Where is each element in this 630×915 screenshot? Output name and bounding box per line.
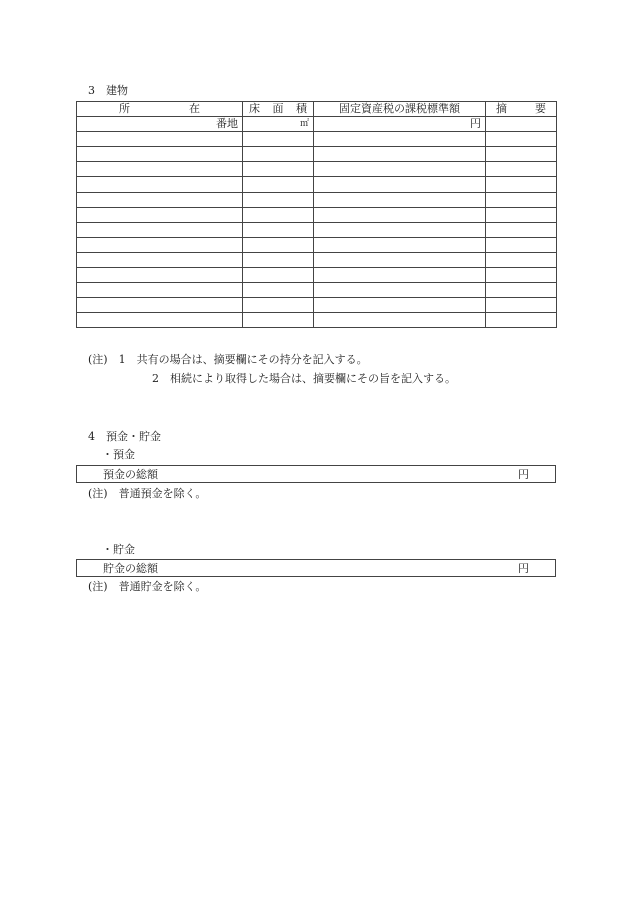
deposit-note: (注) 普通預金を除く。 [88, 487, 207, 500]
floor-area-cell[interactable] [243, 283, 314, 298]
table-header-row [77, 102, 557, 117]
table-row [77, 268, 557, 283]
postal-savings-note: (注) 普通貯金を除く。 [88, 580, 207, 593]
location-cell[interactable] [77, 268, 243, 283]
header-remarks-char-1: 摘 [496, 102, 507, 116]
table-row [77, 207, 557, 222]
header-remarks [486, 102, 557, 117]
building-section-heading: 3 建物 [88, 84, 128, 97]
location-cell[interactable] [77, 192, 243, 207]
building-table [76, 101, 557, 328]
deposit-total-box[interactable] [76, 465, 556, 483]
remarks-cell[interactable] [486, 252, 557, 267]
remarks-cell[interactable] [486, 283, 557, 298]
floor-area-cell[interactable] [243, 162, 314, 177]
table-row [77, 162, 557, 177]
location-cell[interactable] [77, 283, 243, 298]
header-floor-area-char-1: 床 [249, 102, 260, 116]
floor-area-cell[interactable] [243, 252, 314, 267]
location-cell[interactable] [77, 177, 243, 192]
table-row [77, 117, 557, 132]
tax-standard-cell[interactable] [314, 222, 486, 237]
header-location [77, 102, 243, 117]
floor-area-cell[interactable]: ㎡ [243, 117, 314, 132]
location-cell[interactable] [77, 207, 243, 222]
floor-area-cell[interactable] [243, 177, 314, 192]
floor-area-cell[interactable] [243, 313, 314, 328]
table-row [77, 147, 557, 162]
tax-standard-cell[interactable] [314, 162, 486, 177]
header-remarks-char-2: 要 [535, 102, 546, 116]
remarks-cell[interactable] [486, 147, 557, 162]
postal-savings-subheading: ・貯金 [102, 543, 135, 556]
location-cell[interactable] [77, 222, 243, 237]
table-row [77, 237, 557, 252]
postal-savings-total-label: 貯金の総額 [103, 562, 158, 575]
tax-standard-cell[interactable] [314, 298, 486, 313]
location-cell[interactable] [77, 132, 243, 147]
tax-standard-cell[interactable]: 円 [314, 117, 486, 132]
tax-standard-cell[interactable] [314, 283, 486, 298]
remarks-cell[interactable] [486, 177, 557, 192]
remarks-cell[interactable] [486, 298, 557, 313]
tax-standard-cell[interactable] [314, 268, 486, 283]
floor-area-cell[interactable] [243, 147, 314, 162]
table-row [77, 177, 557, 192]
table-row [77, 313, 557, 328]
postal-savings-total-box[interactable] [76, 559, 556, 577]
deposit-total-label: 預金の総額 [103, 468, 158, 481]
floor-area-cell[interactable] [243, 268, 314, 283]
location-cell[interactable] [77, 237, 243, 252]
tax-standard-cell[interactable] [314, 132, 486, 147]
tax-standard-cell[interactable] [314, 252, 486, 267]
postal-savings-total-unit: 円 [518, 562, 529, 575]
header-location-char-1: 所 [119, 102, 130, 116]
table-row [77, 132, 557, 147]
floor-area-cell[interactable] [243, 207, 314, 222]
remarks-cell[interactable] [486, 162, 557, 177]
table-row [77, 222, 557, 237]
location-cell[interactable] [77, 147, 243, 162]
tax-standard-cell[interactable] [314, 177, 486, 192]
table-row [77, 192, 557, 207]
remarks-cell[interactable] [486, 207, 557, 222]
floor-area-cell[interactable] [243, 298, 314, 313]
location-cell[interactable]: 番地 [77, 117, 243, 132]
location-cell[interactable] [77, 252, 243, 267]
remarks-cell[interactable] [486, 268, 557, 283]
table-row [77, 283, 557, 298]
floor-area-cell[interactable] [243, 237, 314, 252]
deposit-subheading: ・預金 [102, 448, 135, 461]
header-floor-area-char-3: 積 [296, 102, 307, 116]
remarks-cell[interactable] [486, 313, 557, 328]
deposit-total-unit: 円 [518, 468, 529, 481]
floor-area-cell[interactable] [243, 132, 314, 147]
header-floor-area [243, 102, 314, 117]
header-tax-standard: 固定資産税の課税標準額 [314, 102, 486, 117]
tax-standard-cell[interactable] [314, 192, 486, 207]
floor-area-cell[interactable] [243, 222, 314, 237]
header-floor-area-char-2: 面 [272, 102, 284, 116]
tax-standard-cell[interactable] [314, 147, 486, 162]
tax-standard-cell[interactable] [314, 207, 486, 222]
location-cell[interactable] [77, 162, 243, 177]
header-location-char-2: 在 [189, 102, 200, 116]
location-cell[interactable] [77, 298, 243, 313]
remarks-cell[interactable] [486, 117, 557, 132]
remarks-cell[interactable] [486, 222, 557, 237]
tax-standard-cell[interactable] [314, 313, 486, 328]
building-note-2: 2 相続により取得した場合は、摘要欄にその旨を記入する。 [152, 372, 456, 385]
remarks-cell[interactable] [486, 237, 557, 252]
table-row [77, 298, 557, 313]
tax-standard-cell[interactable] [314, 237, 486, 252]
remarks-cell[interactable] [486, 192, 557, 207]
table-row [77, 252, 557, 267]
floor-area-cell[interactable] [243, 192, 314, 207]
savings-section-heading: 4 預金・貯金 [88, 430, 161, 443]
location-cell[interactable] [77, 313, 243, 328]
remarks-cell[interactable] [486, 132, 557, 147]
building-note-1: (注) 1 共有の場合は、摘要欄にその持分を記入する。 [88, 353, 368, 366]
